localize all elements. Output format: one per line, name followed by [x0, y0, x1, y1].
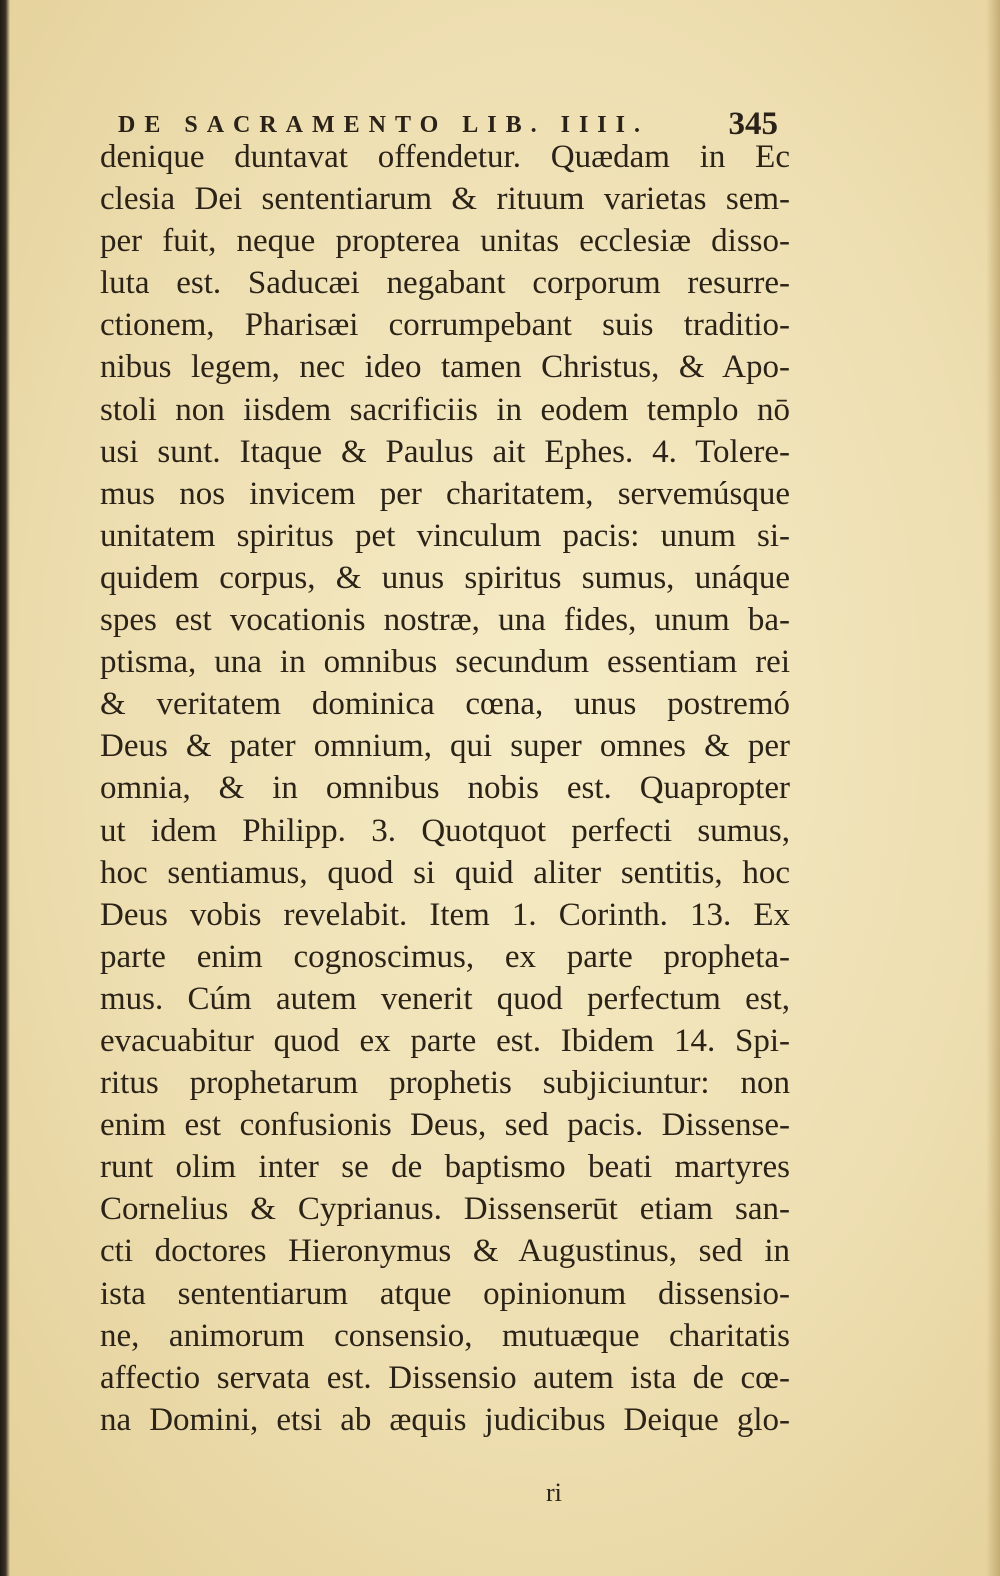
text-line: luta est. Saducæi negabant corporum resurre- — [100, 265, 790, 302]
text-line: ut idem Philipp. 3. Quotquot perfecti sumus, — [100, 812, 790, 849]
text-line: hoc sentiamus, quod si quid aliter sentitis, hoc — [100, 854, 790, 891]
book-spine-shadow — [0, 0, 10, 1576]
text-line: Deus & pater omnium, qui super omnes & per — [100, 728, 790, 765]
text-line: Cornelius & Cyprianus. Dissenserūt etiam san- — [100, 1191, 790, 1228]
text-line: stoli non iisdem sacrificiis in eodem templo nō — [100, 391, 790, 428]
text-line: omnia, & in omnibus nobis est. Quapropter — [100, 770, 790, 807]
text-line: ctionem, Pharisæi corrumpebant suis traditio- — [100, 307, 790, 344]
text-line: enim est confusionis Deus, sed pacis. Dissense- — [100, 1107, 790, 1144]
page-number: 345 — [728, 106, 778, 142]
text-line: cti doctores Hieronymus & Augustinus, sed in — [100, 1233, 790, 1270]
running-title: DE SACRAMENTO LIB. IIII. — [118, 112, 649, 138]
text-line: usi sunt. Itaque & Paulus ait Ephes. 4. Tolere- — [100, 433, 790, 470]
text-line: na Domini, etsi ab æquis judicibus Deique glo- — [100, 1401, 790, 1438]
text-line: per fuit, neque propterea unitas ecclesiæ disso- — [100, 223, 790, 260]
text-line: runt olim inter se de baptismo beati martyres — [100, 1149, 790, 1186]
text-line: mus nos invicem per charitatem, servemúsque — [100, 475, 790, 512]
text-line: ista sententiarum atque opinionum dissensio- — [100, 1275, 790, 1312]
text-line: unitatem spiritus pet vinculum pacis: unum si- — [100, 517, 790, 554]
text-line: ptisma, una in omnibus secundum essentiam rei — [100, 644, 790, 681]
text-line: affectio servata est. Dissensio autem ista de cœ- — [100, 1359, 790, 1396]
text-line: evacuabitur quod ex parte est. Ibidem 14. Spi- — [100, 1022, 790, 1059]
text-line: parte enim cognoscimus, ex parte propheta- — [100, 938, 790, 975]
text-line: denique duntavat offendetur. Quædam in Ec — [100, 139, 790, 175]
text-line: quidem corpus, & unus spiritus sumus, unáque — [100, 559, 790, 596]
catchword: ri — [546, 1478, 562, 1507]
text-line: mus. Cúm autem venerit quod perfectum est, — [100, 980, 790, 1017]
text-line: ne, animorum consensio, mutuæque charitatis — [100, 1317, 790, 1354]
text-line: & veritatem dominica cœna, unus postremó — [100, 686, 790, 723]
text-line: ritus prophetarum prophetis subjiciuntur: non — [100, 1065, 790, 1102]
text-line: Deus vobis revelabit. Item 1. Corinth. 13. Ex — [100, 896, 790, 933]
page-edge-shading — [986, 0, 1000, 1576]
text-line: spes est vocationis nostræ, una fides, unum ba- — [100, 602, 790, 639]
text-line: clesia Dei sententiarum & rituum varietas sem- — [100, 181, 790, 218]
text-line: nibus legem, nec ideo tamen Christus, & Apo- — [100, 349, 790, 386]
body-text — [100, 136, 790, 1441]
